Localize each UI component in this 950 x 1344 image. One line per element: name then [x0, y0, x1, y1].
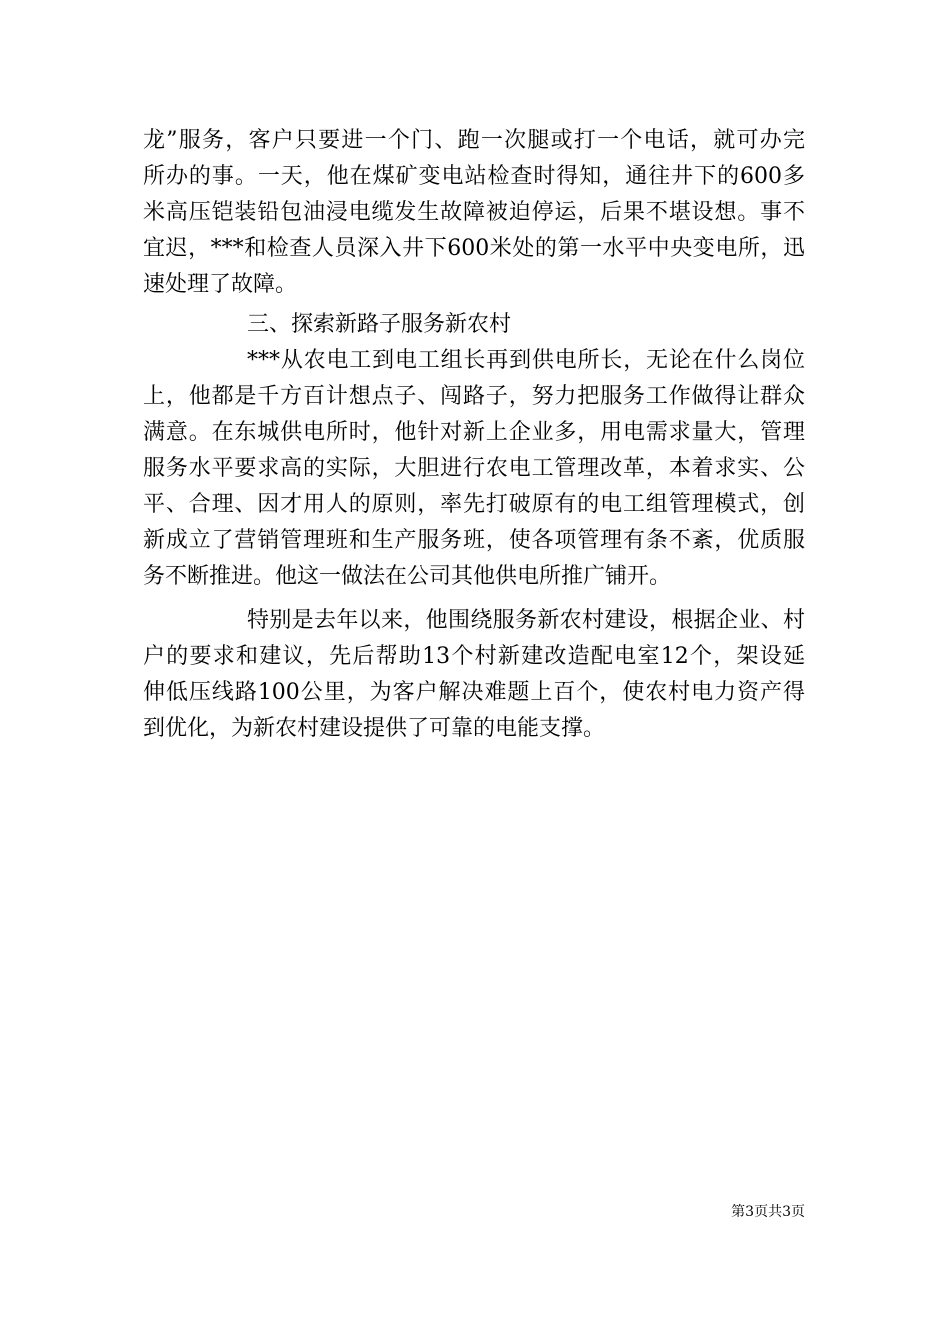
- paragraph-line: 满意。在东城供电所时，他针对新上企业多，用电需求量大，管理: [143, 420, 805, 445]
- paragraph-line: 米高压铠装铅包油浸电缆发生故障被迫停运，后果不堪设想。事不: [143, 200, 805, 225]
- paragraph-line: 特别是去年以来，他围绕服务新农村建设，根据企业、村: [247, 608, 805, 633]
- paragraph-line: 龙”服务，客户只要进一个门、跑一次腿或打一个电话，就可办完: [143, 128, 805, 153]
- section-heading: 三、探索新路子服务新农村: [247, 312, 512, 337]
- paragraph-line: 平、合理、因才用人的原则，率先打破原有的电工组管理模式，创: [143, 492, 805, 517]
- paragraph-line: 伸低压线路100公里，为客户解决难题上百个，使农村电力资产得: [143, 680, 805, 705]
- paragraph-line: 速处理了故障。: [143, 272, 298, 297]
- paragraph-line: ***从农电工到电工组长再到供电所长，无论在什么岗位: [247, 348, 805, 373]
- paragraph-line: 到优化，为新农村建设提供了可靠的电能支撑。: [143, 716, 606, 741]
- paragraph-line: 所办的事。一天，他在煤矿变电站检查时得知，通往井下的600多: [143, 164, 805, 189]
- page-number: 第3页共3页: [731, 1204, 805, 1220]
- paragraph-line: 新成立了营销管理班和生产服务班，使各项管理有条不紊，优质服: [143, 528, 805, 553]
- paragraph-line: 户的要求和建议，先后帮助13个村新建改造配电室12个，架设延: [143, 644, 805, 669]
- paragraph-line: 宜迟，***和检查人员深入井下600米处的第一水平中央变电所，迅: [143, 236, 805, 261]
- paragraph-line: 上，他都是千方百计想点子、闯路子，努力把服务工作做得让群众: [143, 384, 805, 409]
- paragraph-line: 务不断推进。他这一做法在公司其他供电所推广铺开。: [143, 564, 672, 589]
- paragraph-line: 服务水平要求高的实际，大胆进行农电工管理改革，本着求实、公: [143, 456, 805, 481]
